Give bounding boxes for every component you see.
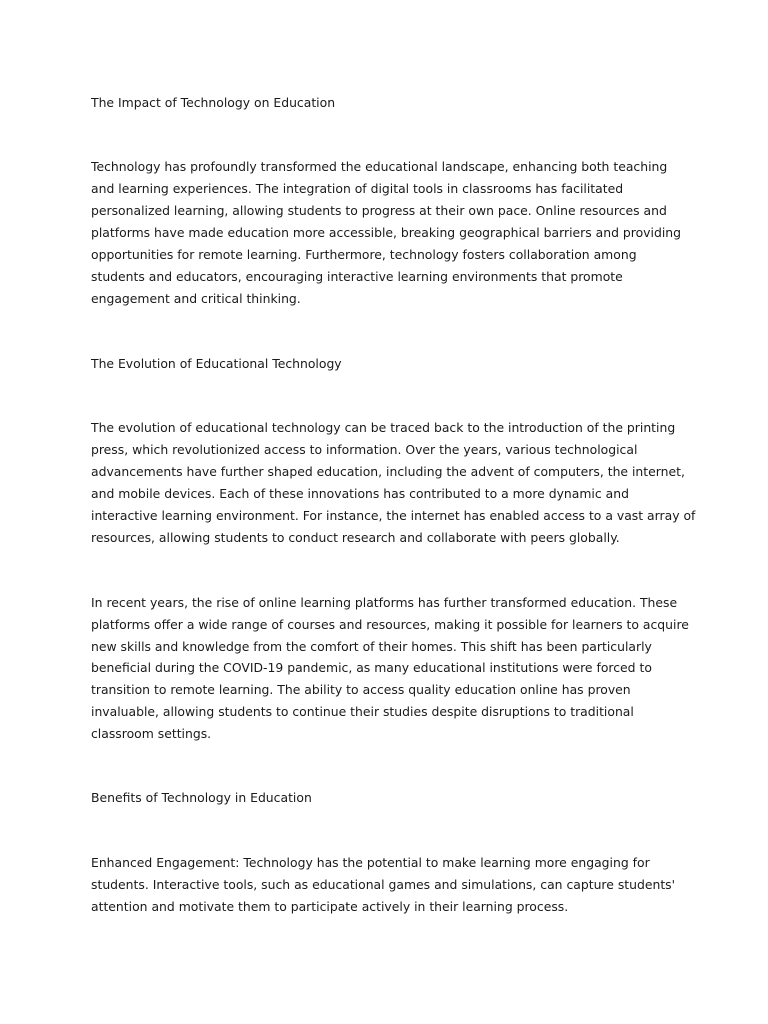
paragraph-line: The evolution of educational technology can be traced back to the introduction of the printing <box>91 420 676 435</box>
paragraph-line: In recent years, the rise of online learning platforms has further transformed education. These <box>91 595 678 610</box>
paragraph-line: personalized learning, allowing students to progress at their own pace. Online resources and <box>91 203 667 218</box>
heading-impact: The Impact of Technology on Education <box>91 95 336 110</box>
paragraph-line: opportunities for remote learning. Furthermore, technology fosters collaboration among <box>91 247 637 262</box>
paragraph-line: students. Interactive tools, such as educational games and simulations, can capture students' <box>91 877 676 892</box>
heading-evolution: The Evolution of Educational Technology <box>91 356 342 371</box>
paragraph-line: Enhanced Engagement: Technology has the potential to make learning more engaging for <box>91 855 650 870</box>
paragraph-line: resources, allowing students to conduct research and collaborate with peers globally. <box>91 530 620 545</box>
paragraph-line: new skills and knowledge from the comfort of their homes. This shift has been particularly <box>91 639 652 654</box>
paragraph-line: and mobile devices. Each of these innovations has contributed to a more dynamic and <box>91 486 629 501</box>
paragraph-line: classroom settings. <box>91 726 212 741</box>
paragraph-line: students and educators, encouraging interactive learning environments that promote <box>91 269 623 284</box>
paragraph-line: interactive learning environment. For instance, the internet has enabled access to a vast array of <box>91 508 696 523</box>
heading-benefits: Benefits of Technology in Education <box>91 790 312 805</box>
paragraph-line: transition to remote learning. The ability to access quality education online has proven <box>91 682 631 697</box>
paragraph-line: platforms have made education more accessible, breaking geographical barriers and providing <box>91 225 681 240</box>
paragraph-line: and learning experiences. The integration of digital tools in classrooms has facilitated <box>91 181 624 196</box>
paragraph-line: advancements have further shaped education, including the advent of computers, the internet, <box>91 464 685 479</box>
paragraph-line: beneficial during the COVID-19 pandemic, as many educational institutions were forced to <box>91 660 652 675</box>
paragraph-line: platforms offer a wide range of courses and resources, making it possible for learners to acquire <box>91 617 689 632</box>
paragraph-line: press, which revolutionized access to information. Over the years, various technological <box>91 442 638 457</box>
paragraph-line: Technology has profoundly transformed the educational landscape, enhancing both teaching <box>91 159 668 174</box>
paragraph-line: invaluable, allowing students to continue their studies despite disruptions to traditional <box>91 704 634 719</box>
paragraph-line: attention and motivate them to participate actively in their learning process. <box>91 899 569 914</box>
paragraph-line: engagement and critical thinking. <box>91 291 301 306</box>
